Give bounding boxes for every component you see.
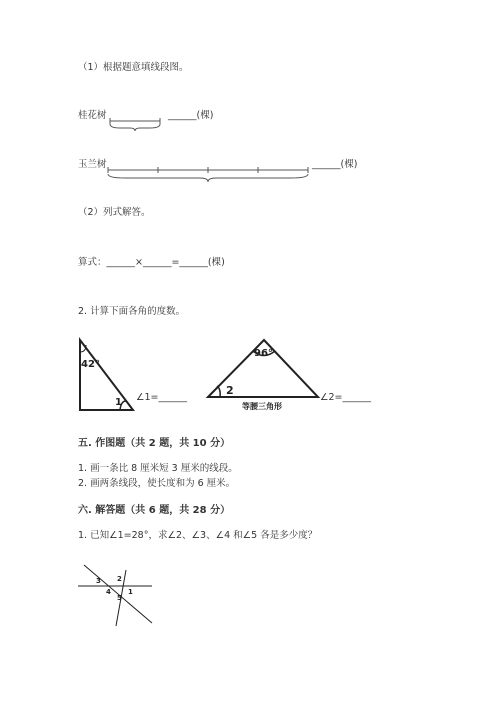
- fig-label-2: 2: [117, 575, 122, 583]
- osmanthus-unit: ______(棵): [168, 110, 214, 121]
- section5-item1: 1. 画一条比 8 厘米短 3 厘米的线段。: [78, 463, 238, 474]
- tri2-apex-label: 96°: [254, 348, 273, 359]
- section6-heading: 六. 解答题（共 6 题，共 28 分）: [78, 505, 231, 516]
- section5-heading: 五. 作图题（共 2 题，共 10 分）: [78, 438, 231, 449]
- section5-item2: 2. 画两条线段，使长度和为 6 厘米。: [78, 478, 236, 489]
- angle2-answer: ∠2=______: [320, 392, 372, 403]
- tri1-angle-label: 42°: [81, 359, 100, 370]
- osmanthus-label: 桂花树: [78, 110, 107, 121]
- magnolia-label: 玉兰树: [78, 159, 107, 170]
- fig-label-1: 1: [128, 588, 133, 596]
- tri1-marker: 1: [115, 397, 122, 408]
- tri2-caption: 等腰三角形: [242, 402, 282, 411]
- tri2-marker: 2: [226, 384, 234, 397]
- formula-line: 算式：______×______=______(棵): [78, 257, 225, 268]
- fig-label-3: 3: [96, 577, 101, 585]
- part1-instruction: （1）根据题意填线段图。: [78, 62, 189, 73]
- section6-item1: 1. 已知∠1=28°，求∠2、∠3、∠4 和∠5 各是多少度？: [78, 530, 318, 541]
- fig-label-4: 4: [106, 588, 111, 596]
- magnolia-unit: ______(棵): [312, 159, 358, 170]
- part2-instruction: （2）列式解答。: [78, 207, 151, 218]
- fig-label-5: 5: [117, 594, 122, 602]
- q2-prompt: 2. 计算下面各角的度数。: [78, 306, 186, 317]
- angle1-answer: ∠1=______: [136, 392, 188, 403]
